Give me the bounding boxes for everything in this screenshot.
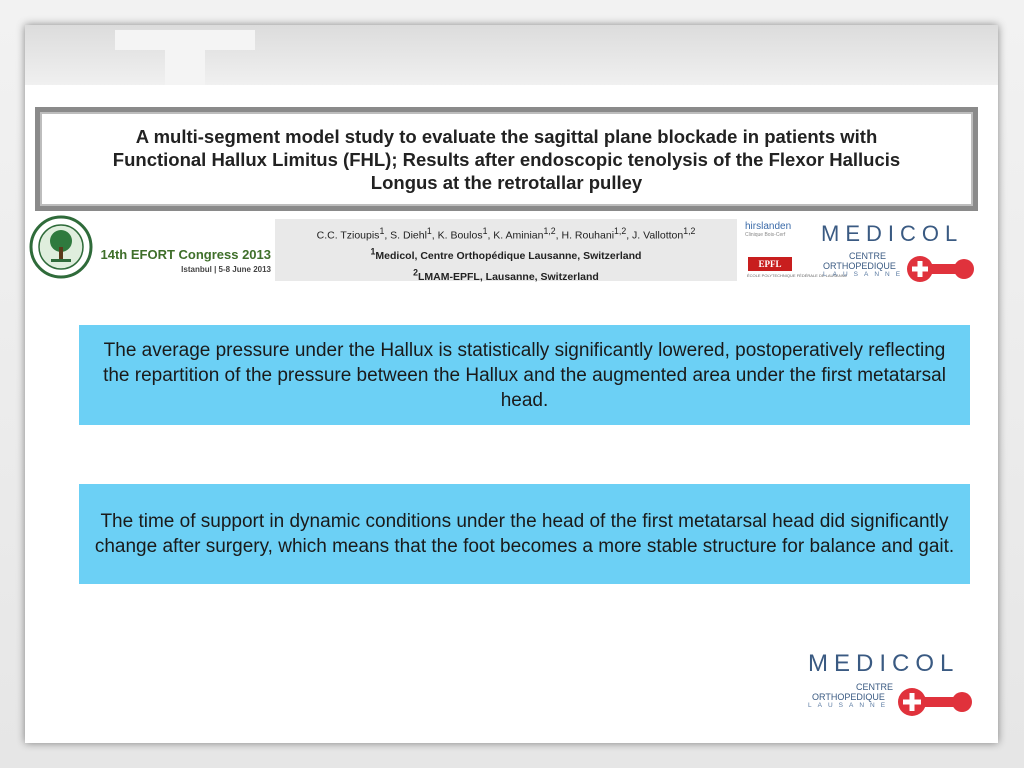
medicol-city: LAUSANNE [808,702,892,709]
slide [25,25,998,743]
medicol-centre: CENTRE [849,251,887,261]
medicol-name: MEDICOL [808,650,960,677]
medicol-centre: CENTRE [856,682,894,692]
congress-info [95,247,271,274]
header-banner [25,85,998,289]
medicol-name: MEDICOL [821,221,964,246]
authors-line: C.C. Tzioupis$^1$, S. Diehl$^1$, K. Boulos$^1$, K. Aminian$^{1,2}$, H. Rouhani$^{1,2}$, J. Vallotton$^{1,2}$ [316,226,696,242]
hirslanden-logo [745,221,807,281]
title-line-1: A multi-segment model study to evaluate the sagittal plane blockade in patients with [135,125,878,147]
congress-name: 14th EFORT Congress 2013 [100,247,271,262]
hirslanden-name: hirslanden [745,221,792,232]
congress-place: Istanbul | 5-8 June 2013 [181,265,271,274]
poster-title [103,125,910,194]
epfl-logo: EPFL [748,257,792,271]
medicol-city: LAUSANNE [823,271,907,278]
epfl-sub: ÉCOLE POLYTECHNIQUE FÉDÉRALE DE LAUSANNE [747,273,848,278]
affiliation-1: $^1$Medicol, Centre Orthopédique Lausanne, Switzerland [370,246,642,262]
result-box-support-time: The time of support in dynamic conditions under the head of the first metatarsal head did significantly change after surgery, which means that the foot becomes a more stable structure for balance and gait. [79,484,970,584]
result-box-pressure: The average pressure under the Hallux is statistically significantly lowered, postoperatively reflecting the repartition of the pressure between the Hallux and the augmented area under the first metatarsal head. [79,325,970,425]
title-line-3: Longus at the retrotallar pulley [370,171,643,193]
hirslanden-sub: Clinique Bois-Cerf [745,232,786,238]
affiliation-2: $^2$LMAM-EPFL, Lausanne, Switzerland [413,267,599,283]
title-line-2: Functional Hallux Limitus (FHL); Results after endoscopic tenolysis of the Flexor Hallucis [112,148,901,170]
medicol-ortho: ORTHOPEDIQUE [823,261,896,271]
title-box [35,107,978,211]
medicol-cross-icon [897,687,975,717]
authors-box [275,219,737,281]
medicol-cross-icon [906,255,976,283]
efort-logo-icon [29,215,93,279]
medicol-ortho: ORTHOPEDIQUE [812,692,885,702]
